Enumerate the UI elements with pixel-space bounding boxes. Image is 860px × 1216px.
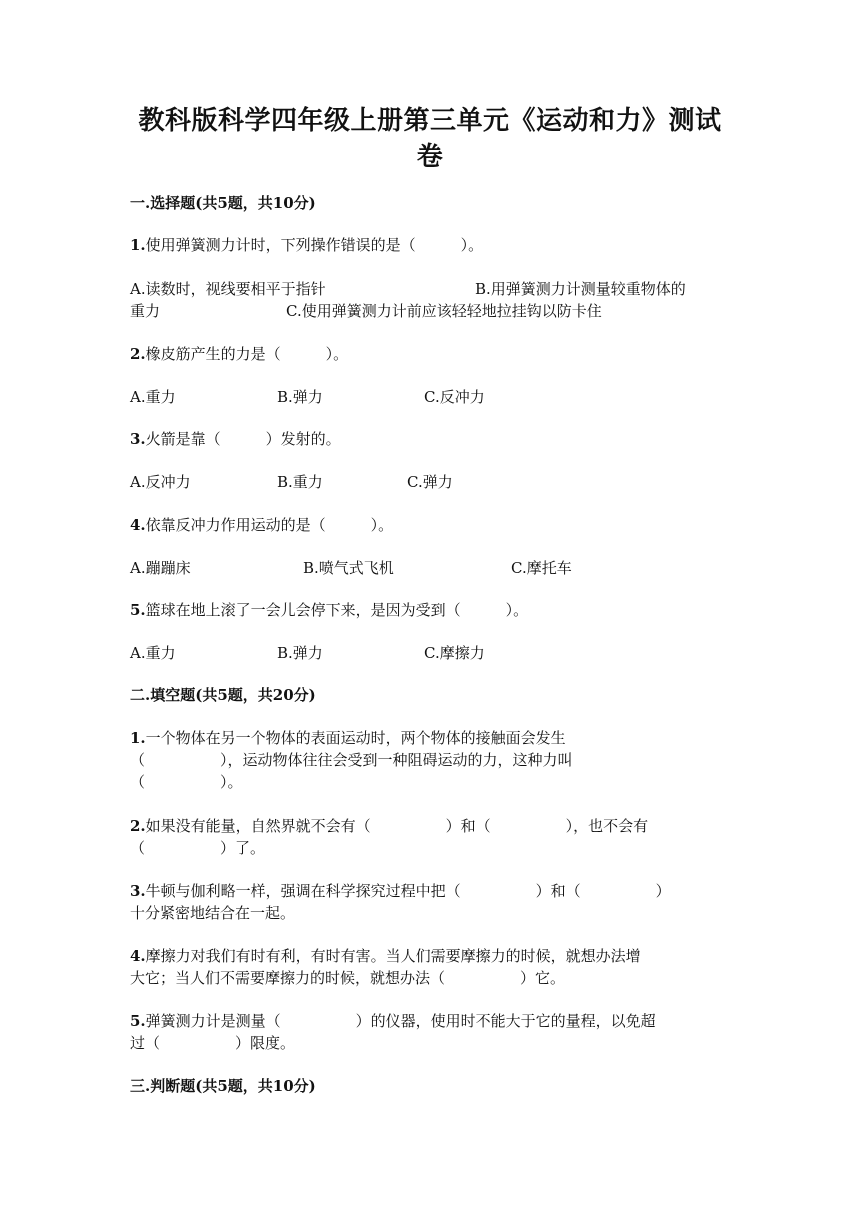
fill-question-4-line-2: 大它；当人们不需要摩擦力的时候，就想办法（ ）它。 <box>130 969 566 987</box>
fill-question-5-line-2: 过（ ）限度。 <box>130 1034 296 1052</box>
question-text: 摩擦力对我们有时有利，有时有害。当人们需要摩擦力的时候，就想办法增 <box>145 947 641 965</box>
fill-question-1-line-2: （ ），运动物体往往会受到一种阻碍运动的力，这种力叫 <box>130 751 573 769</box>
question-number: 3. <box>130 430 146 448</box>
section-heading-fill: 二.填空题(共5题，共20分) <box>130 686 316 704</box>
mc-q3-option-c: C.弹力 <box>407 473 453 491</box>
question-number: 5. <box>130 601 146 619</box>
title-line-2: 卷 <box>416 142 444 172</box>
mc-q3-option-a: A.反冲力 <box>130 473 191 491</box>
title-line-1: 教科版科学四年级上册第三单元《运动和力》测试 <box>138 106 722 136</box>
question-text: 使用弹簧测力计时，下列操作错误的是（ ）。 <box>145 236 484 254</box>
mc-q5-option-b: B.弹力 <box>277 644 323 662</box>
mc-q2-option-a: A.重力 <box>130 388 176 406</box>
question-number: 5. <box>130 1012 146 1030</box>
question-text: 火箭是靠（ ）发射的。 <box>145 430 341 448</box>
question-number: 4. <box>130 947 146 965</box>
fill-question-4-line-1 <box>130 945 641 967</box>
question-number: 1. <box>130 236 146 254</box>
mc-q5-option-a: A.重力 <box>130 644 176 662</box>
fill-question-1-line-1 <box>130 727 566 749</box>
mc-question-4 <box>130 514 393 536</box>
mc-q4-option-c: C.摩托车 <box>511 559 572 577</box>
question-text: 一个物体在另一个物体的表面运动时，两个物体的接触面会发生 <box>145 729 566 747</box>
fill-question-2-line-1 <box>130 815 648 837</box>
mc-question-5 <box>130 599 528 621</box>
question-text: 橡皮筋产生的力是（ ）。 <box>145 345 349 363</box>
mc-q4-option-b: B.喷气式飞机 <box>303 559 394 577</box>
question-number: 3. <box>130 882 146 900</box>
question-text: 牛顿与伽利略一样，强调在科学探究过程中把（ ）和（ ） <box>145 882 671 900</box>
fill-question-2-line-2: （ ）了。 <box>130 839 266 857</box>
mc-question-1 <box>130 234 483 256</box>
mc-q5-option-c: C.摩擦力 <box>424 644 485 662</box>
question-number: 1. <box>130 729 146 747</box>
section-heading-judgement: 三.判断题(共5题，共10分) <box>130 1077 316 1095</box>
mc-q4-option-a: A.蹦蹦床 <box>130 559 191 577</box>
question-text: 弹簧测力计是测量（ ）的仪器，使用时不能大于它的量程，以免超 <box>145 1012 656 1030</box>
mc-question-2 <box>130 343 348 365</box>
mc-q1-option-c: C.使用弹簧测力计前应该轻轻地拉挂钩以防卡住 <box>286 302 602 320</box>
question-number: 4. <box>130 516 146 534</box>
fill-question-1-line-3: （ ）。 <box>130 773 243 791</box>
fill-question-5-line-1 <box>130 1010 656 1032</box>
question-number: 2. <box>130 817 146 835</box>
document-title <box>130 103 730 175</box>
fill-question-3-line-2: 十分紧密地结合在一起。 <box>130 904 296 922</box>
mc-q1-option-b-continued: 重力 <box>130 302 161 320</box>
mc-q3-option-b: B.重力 <box>277 473 323 491</box>
question-text: 篮球在地上滚了一会儿会停下来，是因为受到（ ）。 <box>145 601 529 619</box>
mc-q2-option-c: C.反冲力 <box>424 388 485 406</box>
question-number: 2. <box>130 345 146 363</box>
mc-question-3 <box>130 428 341 450</box>
section-heading-choice: 一.选择题(共5题，共10分) <box>130 194 316 212</box>
question-text: 如果没有能量，自然界就不会有（ ）和（ ），也不会有 <box>145 817 649 835</box>
mc-q1-option-a: A.读数时，视线要相平于指针 <box>130 280 326 298</box>
fill-question-3-line-1 <box>130 880 671 902</box>
mc-q1-option-b: B.用弹簧测力计测量较重物体的 <box>475 280 686 298</box>
question-text: 依靠反冲力作用运动的是（ ）。 <box>145 516 394 534</box>
mc-q2-option-b: B.弹力 <box>277 388 323 406</box>
